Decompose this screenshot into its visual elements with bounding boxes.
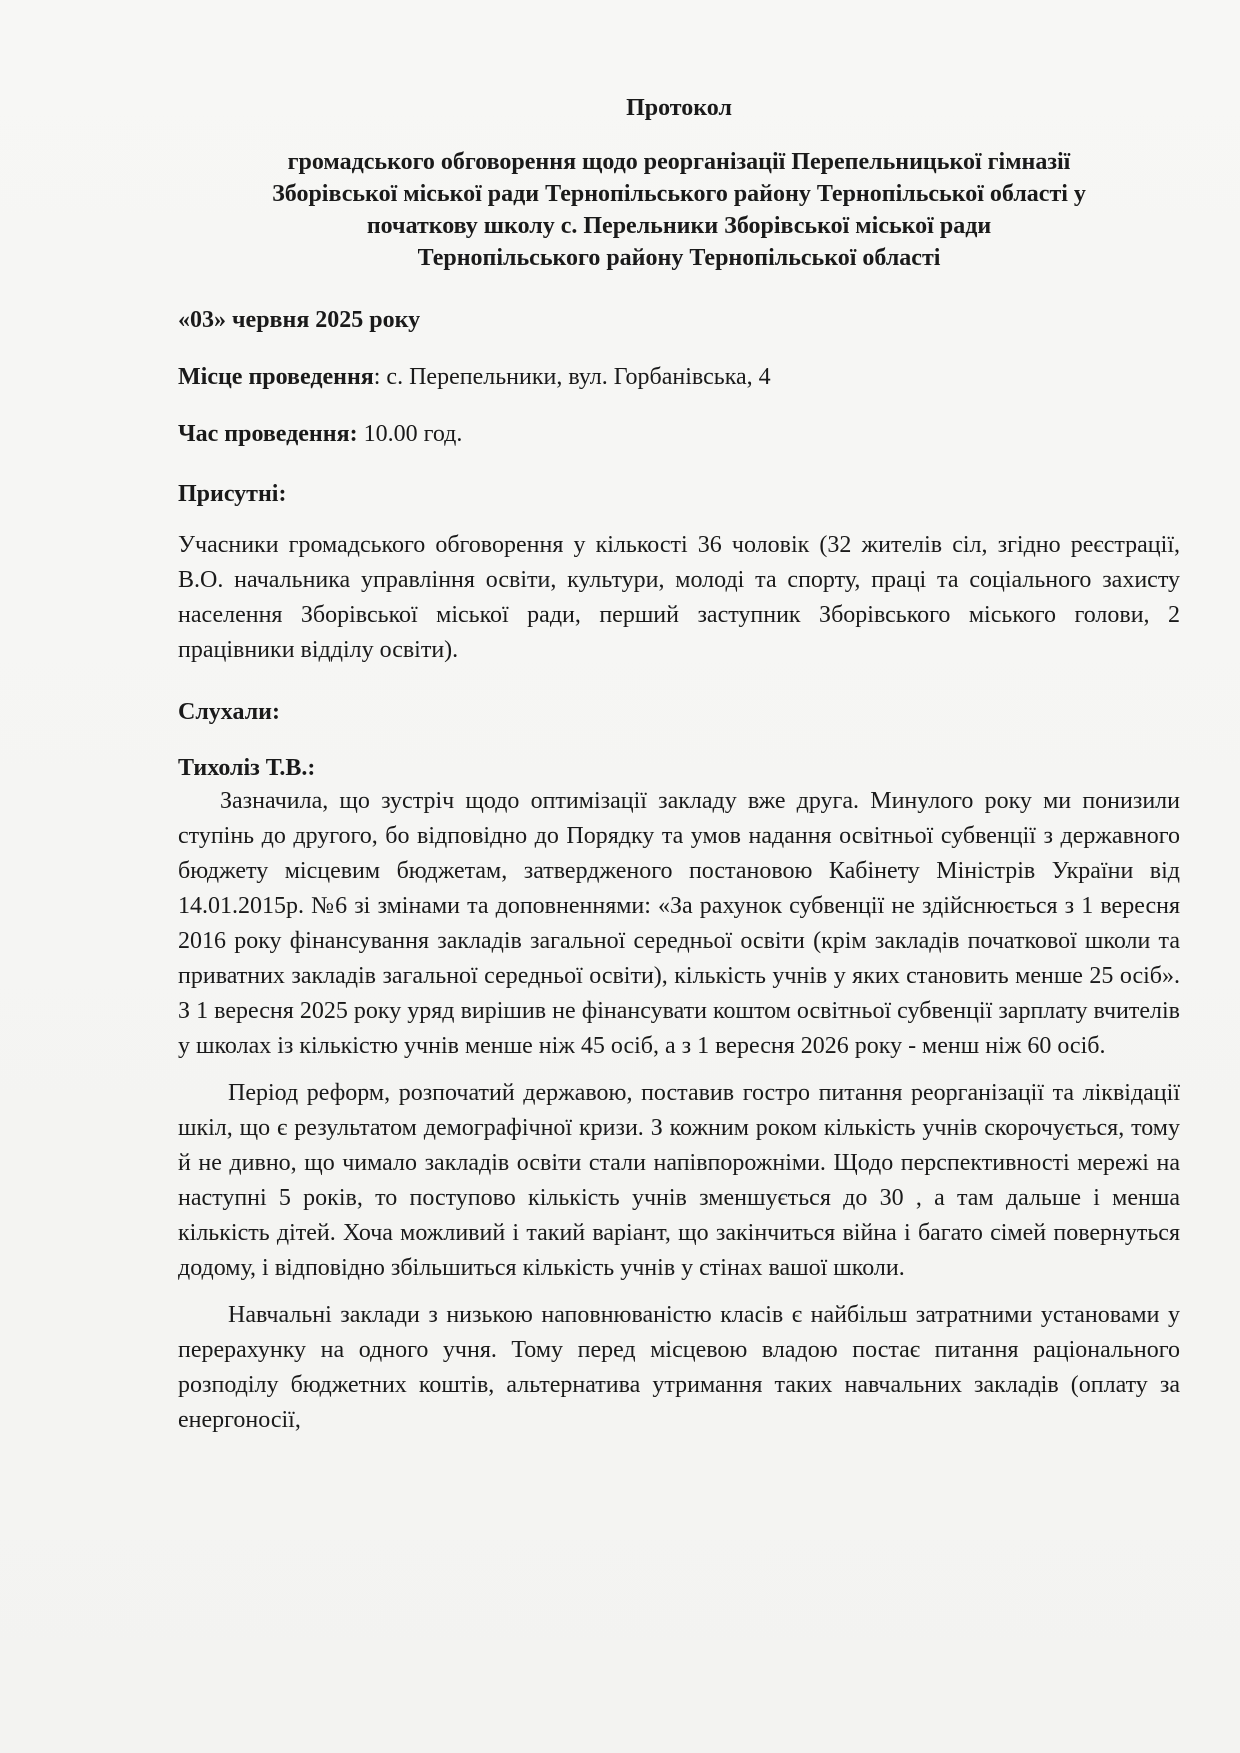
document-title: Протокол [626, 95, 732, 121]
speaker-name: Тихоліз Т.В.: [178, 755, 316, 781]
meeting-date: «03» червня 2025 року [178, 307, 421, 333]
subtitle-line: Тернопільського району Тернопільської області [417, 245, 941, 271]
subtitle-line: Зборівської міської ради Тернопільського району Тернопільської області у [272, 181, 1086, 207]
time-value: 10.00 год. [357, 421, 463, 447]
heard-heading: Слухали: [178, 699, 280, 725]
place-value: : с. Перепельники, вул. Горбанівська, 4 [373, 364, 771, 390]
meeting-place [178, 361, 1180, 393]
subtitle-line: громадського обговорення щодо реорганізації Перепельницької гімназії [287, 149, 1071, 175]
place-label: Місце проведення [178, 364, 374, 390]
speech-paragraph: Зазначила, що зустріч щодо оптимізації закладу вже друга. Минулого року ми понизили ступінь до другого, бо відповідно до Порядку та умов надання освітньої субвенції з державного бюджету місцевим бюджетам, затвердженого постановою Кабінету Міністрів України від 14.01.2015р. №6 зі змінами та доповненнями: «За рахунок субвенції не здійснюється з 1 вересня 2016 року фінансування закладів загальної середньої освіти (крім закладів початкової школи та приватних закладів загальної середньої освіти), кількість учнів у яких становить менше 25 осіб». З 1 вересня 2025 року уряд вирішив не фінансувати коштом освітньої субвенції зарплату вчителів у школах із кількістю учнів менше ніж 45 осіб, а з 1 вересня 2026 року - менш ніж 60 осіб. [178, 788, 1180, 1059]
present-heading: Присутні: [178, 481, 287, 507]
document-body [178, 92, 1180, 1438]
time-label: Час проведення: [178, 421, 358, 447]
document-subtitle [178, 146, 1180, 274]
meeting-time [178, 418, 1180, 450]
speech-paragraph: Період реформ, розпочатий державою, поставив гостро питання реорганізації та ліквідації шкіл, що є результатом демографічної кризи. З кожним роком кількість учнів скорочується, тому й не дивно, що чимало закладів освіти стали напівпорожніми. Щодо перспективності мережі на наступні 5 років, то поступово кількість учнів зменшується до 30 , а там дальше і менша кількість дітей. Хоча можливий і такий варіант, що закінчиться війна і багато сімей повернуться додому, і відповідно збільшиться кількість учнів у стінах вашої школи. [178, 1080, 1180, 1281]
speech-paragraph: Навчальні заклади з низькою наповнюваністю класів є найбільш затратними установами у перерахунку на одного учня. Тому перед місцевою владою постає питання раціонального розподілу бюджетних коштів, альтернатива утримання таких навчальних закладів (оплату за енергоносії, [178, 1302, 1180, 1433]
present-text: Учасники громадського обговорення у кількості 36 чоловік (32 жителів сіл, згідно реєстрації, В.О. начальника управління освіти, культури, молоді та спорту, праці та соціального захисту населення Зборівської міської ради, перший заступник Зборівського міського голови, 2 працівники відділу освіти). [178, 532, 1180, 663]
subtitle-line: початкову школу с. Перельники Зборівської міської ради [366, 213, 992, 239]
